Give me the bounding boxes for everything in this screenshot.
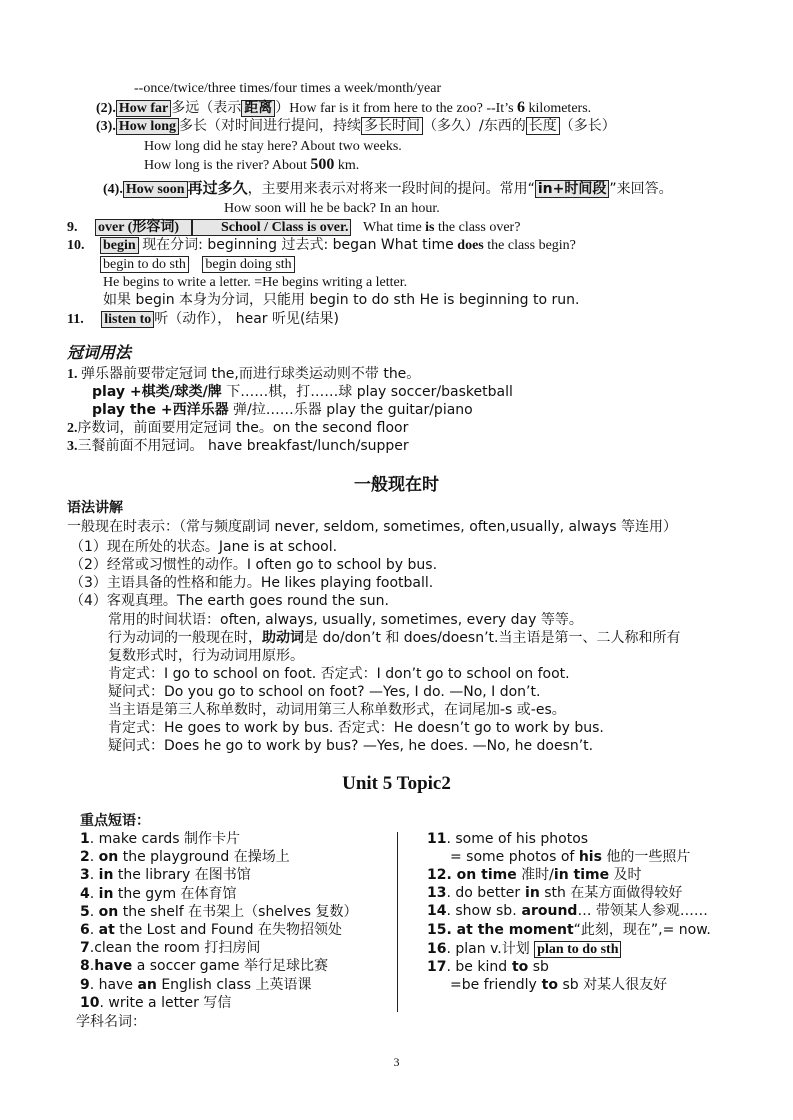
phrase-item	[80, 886, 237, 903]
boxed-term: 距离	[241, 100, 275, 117]
text-line: 3.三餐前面不用冠词。 have breakfast/lunch/supper	[67, 438, 409, 454]
unit-title: Unit 5 Topic2	[342, 773, 451, 794]
text-line: 11. listen to 听（动作）， hear 听见(结果)	[67, 311, 339, 327]
phrase-number: 9	[80, 977, 90, 993]
section-title: 冠词用法	[67, 343, 132, 362]
text-line: 一般现在时表示：（常与频度副词 never, seldom, sometimes, often,usually, always 等连用）	[67, 519, 677, 535]
phrase-text: the Lost and Found 在失物招领处	[114, 922, 343, 938]
phrase-text: .	[89, 922, 99, 938]
phrase-item: 14. show sb. around… 带领某人参观……	[427, 903, 708, 919]
phrase-item	[80, 977, 312, 994]
phrase-item: 15. at the moment“此刻，现在”,= now.	[427, 922, 711, 938]
phrase-number: 2	[80, 849, 90, 865]
phrase-item	[80, 922, 342, 939]
phrase-text: 制作卡片	[183, 831, 240, 847]
phrase-keyword: in	[98, 867, 114, 883]
text-line: 当主语是第三人称单数时，动词用第三人称单数形式，在词尾加-s 或-es。	[108, 702, 566, 718]
boxed-term: How long	[116, 118, 179, 135]
column-divider	[397, 832, 398, 1012]
phrase-number: 5	[80, 904, 90, 920]
phrase-number: 3	[80, 867, 90, 883]
phrase-text: the library 在图书馆	[113, 867, 251, 883]
subject-nouns-label: 学科名词：	[76, 1014, 146, 1030]
text-line: （4）客观真理。The earth goes round the sun.	[70, 593, 389, 609]
phrase-text: the shelf 在书架上（shelves 复数）	[118, 904, 358, 920]
boxed-term: 长度	[526, 117, 560, 135]
text-line: 9. over (形容词) School / Class is over. What time is the class over?	[67, 220, 521, 235]
boxed-term: in+时间段	[535, 180, 610, 198]
phrase-item: 16. plan v.计划 plan to do sth	[427, 941, 621, 958]
phrase-item	[80, 831, 240, 848]
boxed-term: listen to	[101, 311, 154, 328]
phrase-text: . have	[89, 977, 138, 993]
text-line: How long did he stay here? About two weeks.	[144, 139, 402, 154]
boxed-term: 多长时间	[361, 117, 423, 135]
boxed-term: How soon	[123, 181, 188, 198]
text-line: （1）现在所处的状态。Jane is at school.	[70, 539, 338, 555]
section-title: 一般现在时	[354, 475, 439, 495]
phrase-item	[80, 904, 358, 921]
phrase-text: .clean the room 打扫房间	[89, 940, 261, 956]
text-line: He begins to write a letter. =He begins writing a letter.	[103, 275, 408, 290]
phrase-number: 4	[80, 886, 90, 902]
text-line: 1. 弹乐器前要带定冠词 the,而进行球类运动则不带 the。	[67, 366, 421, 382]
boxed-term: begin doing sth	[202, 256, 294, 273]
phrase-keyword: in	[98, 886, 114, 902]
phrase-item: 13. do better in sth 在某方面做得较好	[427, 885, 683, 901]
phrase-text: . make cards	[89, 831, 184, 847]
phrase-number: 10	[80, 995, 100, 1011]
text-line	[100, 256, 295, 273]
text-line: How soon will he be back? In an hour.	[224, 201, 440, 216]
phrase-text: the gym 在体育馆	[113, 886, 237, 902]
phrase-number: 1	[80, 831, 90, 847]
boxed-term: School / Class is over.	[192, 219, 351, 236]
text-line: How long is the river? About 500 km.	[144, 156, 360, 173]
phrase-text: . write a letter 写信	[99, 995, 232, 1011]
text-line: 如果 begin 本身为分词，只能用 begin to do sth He is beginning to run.	[103, 292, 580, 308]
phrase-number: 8	[80, 958, 90, 974]
text-line: play +棋类/球类/牌 下……棋，打……球 play soccer/basketball	[92, 384, 513, 400]
phrase-item	[80, 958, 328, 975]
boxed-term: plan to do sth	[534, 941, 621, 958]
boxed-term: How far	[116, 100, 171, 117]
page-number: 3	[393, 1055, 400, 1069]
phrase-item: =be friendly to sb 对某人很友好	[450, 977, 668, 993]
phrase-text: the playground 在操场上	[118, 849, 290, 865]
boxed-term: over (形容词)	[95, 219, 192, 236]
text-line: (3). How long 多长（对时间进行提问，持续 多长时间 （多久）/东西的 长度 （多长）	[96, 118, 616, 134]
phrase-item	[80, 995, 231, 1012]
text-line: (4). How soon 再过多久，主要用来表示对将来一段时间的提问。常用“ in+时间段 ”来回答。	[103, 179, 673, 197]
text-line: 肯定式：I go to school on foot. 否定式：I don’t go to school on foot.	[108, 666, 570, 682]
phrase-item: 12. on time 准时/in time 及时	[427, 867, 642, 883]
phrase-text: English class 上英语课	[156, 977, 312, 993]
text-line: 复数形式时，行为动词用原形。	[108, 648, 304, 664]
phrase-text: .	[89, 849, 99, 865]
phrase-keyword: at	[98, 922, 115, 938]
phrase-item: 11. some of his photos	[427, 831, 589, 847]
phrase-text: .	[89, 867, 99, 883]
phrase-number: 6	[80, 922, 90, 938]
phrase-text: .	[89, 886, 99, 902]
text-line: 肯定式：He goes to work by bus. 否定式：He doesn’t go to work by bus.	[108, 720, 604, 736]
phrase-keyword: have	[94, 958, 133, 974]
phrase-keyword: an	[137, 977, 157, 993]
phrase-text: a soccer game 举行足球比赛	[132, 958, 328, 974]
phrase-keyword: on	[98, 849, 119, 865]
text-line: 疑问式：Does he go to work by bus? —Yes, he does. —No, he doesn’t.	[108, 738, 594, 754]
phrase-item: = some photos of his 他的一些照片	[450, 849, 691, 865]
text-line: play the +西洋乐器 弹/拉……乐器 play the guitar/piano	[92, 402, 473, 418]
phrase-item	[80, 849, 290, 866]
text-line: 行为动词的一般现在时，助动词是 do/don’t 和 does/doesn’t.当主语是第一、二人称和所有	[108, 630, 681, 646]
phrase-text: .	[89, 904, 99, 920]
boxed-term: begin to do sth	[100, 256, 189, 273]
boxed-term: begin	[100, 237, 139, 254]
phrase-item: 17. be kind to sb	[427, 959, 549, 975]
text-line: （3）主语具备的性格和能力。He likes playing football.	[70, 575, 434, 591]
subsection-title: 语法讲解	[67, 500, 123, 516]
text-line: 2.序数词，前面要用定冠词 the。on the second floor	[67, 420, 409, 436]
phrase-text: .	[89, 958, 95, 974]
phrase-item	[80, 940, 260, 957]
phrase-number: 7	[80, 940, 90, 956]
text-line: 10. begin 现在分词: beginning 过去式: began What time does the class begin?	[67, 237, 576, 253]
text-line: （2）经常或习惯性的动作。I often go to school by bus.	[70, 557, 438, 573]
text-line: 疑问式：Do you go to school on foot? —Yes, I do. —No, I don’t.	[108, 684, 541, 700]
text-line: --once/twice/three times/four times a week/month/year	[134, 81, 442, 96]
text-line: (2). How far 多远（表示 距离 ）How far is it from here to the zoo? --It’s 6 kilometers.	[96, 99, 592, 116]
phrase-keyword: on	[98, 904, 119, 920]
phrase-item	[80, 867, 251, 884]
text-line: 常用的时间状语：often, always, usually, sometimes, every day 等等。	[108, 612, 583, 628]
phrases-label: 重点短语：	[80, 813, 150, 829]
